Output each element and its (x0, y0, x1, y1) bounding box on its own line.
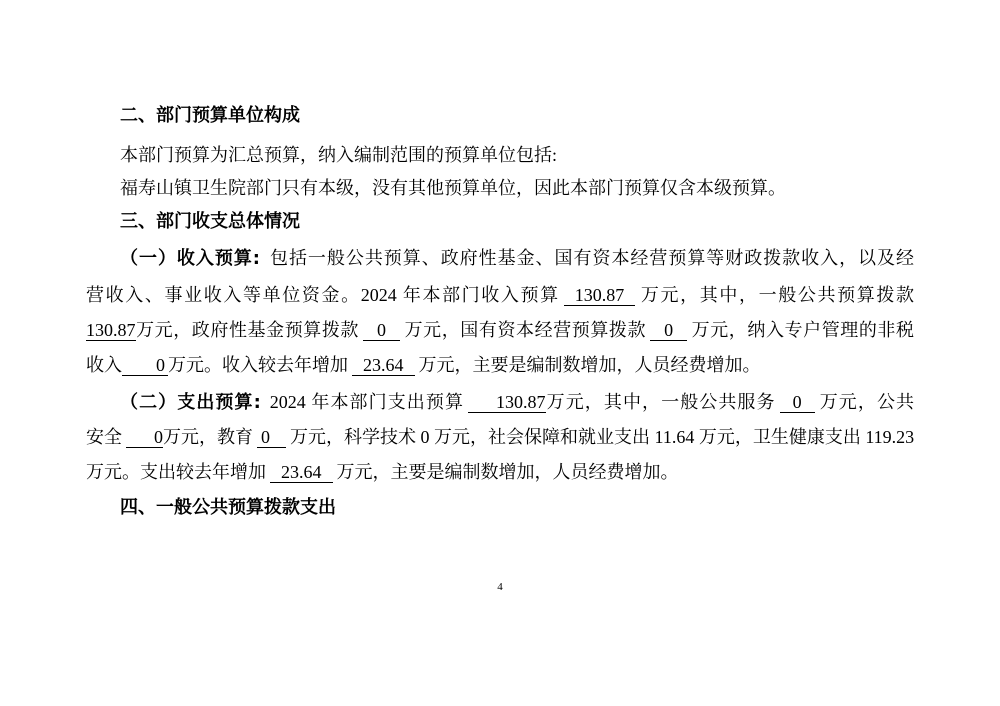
expense-text: 万元，教育 (163, 427, 253, 447)
expense-line-2 (86, 425, 914, 451)
income-general-budget-value: 130.87 (86, 320, 136, 340)
income-line-3 (86, 318, 914, 344)
section-heading-general-budget-expenditure: 四、一般公共预算拨款支出 (120, 497, 336, 518)
expense-text: 万元，公共 (818, 392, 914, 412)
expense-text: 万元，科学技术 0 万元，社会保障和就业支出 11.64 万元，卫生健康支出 119.23 (290, 427, 914, 447)
income-gov-fund-value: 0 (363, 320, 400, 341)
income-text: 万元，纳入专户管理的非税 (691, 320, 914, 340)
expense-increase-value: 23.64 (270, 462, 333, 483)
paragraph-budget-scope: 本部门预算为汇总预算，纳入编制范围的预算单位包括: (120, 145, 557, 165)
income-line-4 (86, 353, 761, 379)
income-text: 营收入、事业收入等单位资金。2024 年本部门收入预算 (86, 285, 560, 305)
income-text: 包括一般公共预算、政府性基金、国有资本经营预算等财政拨款收入，以及经 (269, 248, 914, 268)
expense-total-value: 130.87 (468, 392, 546, 413)
expense-education-value: 0 (257, 427, 286, 448)
section-heading-overall: 三、部门收支总体情况 (120, 211, 300, 232)
income-state-capital-value: 0 (650, 320, 687, 341)
income-label: （一）收入预算: (120, 248, 260, 269)
income-text: 万元，其中，一般公共预算拨款 (639, 285, 914, 305)
income-text: 万元，主要是编制数增加，人员经费增加。 (418, 355, 761, 375)
income-increase-value: 23.64 (352, 355, 415, 376)
expense-text: 万元，其中，一般公共服务 (545, 392, 776, 412)
income-nontax-value: 0 (122, 355, 168, 376)
section-heading-unit-composition: 二、部门预算单位构成 (120, 105, 300, 126)
page-number: 4 (497, 581, 503, 593)
income-text: 万元，国有资本经营预算拨款 (404, 320, 647, 340)
expense-label: （二）支出预算: (120, 392, 261, 413)
expense-text: 2024 年本部门支出预算 (269, 392, 465, 412)
expense-text: 安全 (86, 427, 122, 447)
income-text: 收入 (86, 355, 122, 375)
expense-line-3 (86, 460, 679, 486)
expense-public-service-value: 0 (780, 392, 815, 413)
expense-text: 万元，主要是编制数增加，人员经费增加。 (336, 462, 679, 482)
expense-line-1 (120, 390, 914, 416)
expense-public-safety-value: 0 (126, 427, 163, 448)
income-total-value: 130.87 (564, 285, 636, 306)
income-line-2 (86, 283, 914, 309)
expense-text: 万元。支出较去年增加 (86, 462, 266, 482)
income-text: 万元，政府性基金预算拨款 (135, 320, 359, 340)
income-line-1 (120, 246, 914, 272)
paragraph-budget-units: 福寿山镇卫生院部门只有本级，没有其他预算单位，因此本部门预算仅含本级预算。 (120, 178, 786, 198)
income-text: 万元。收入较去年增加 (168, 355, 348, 375)
